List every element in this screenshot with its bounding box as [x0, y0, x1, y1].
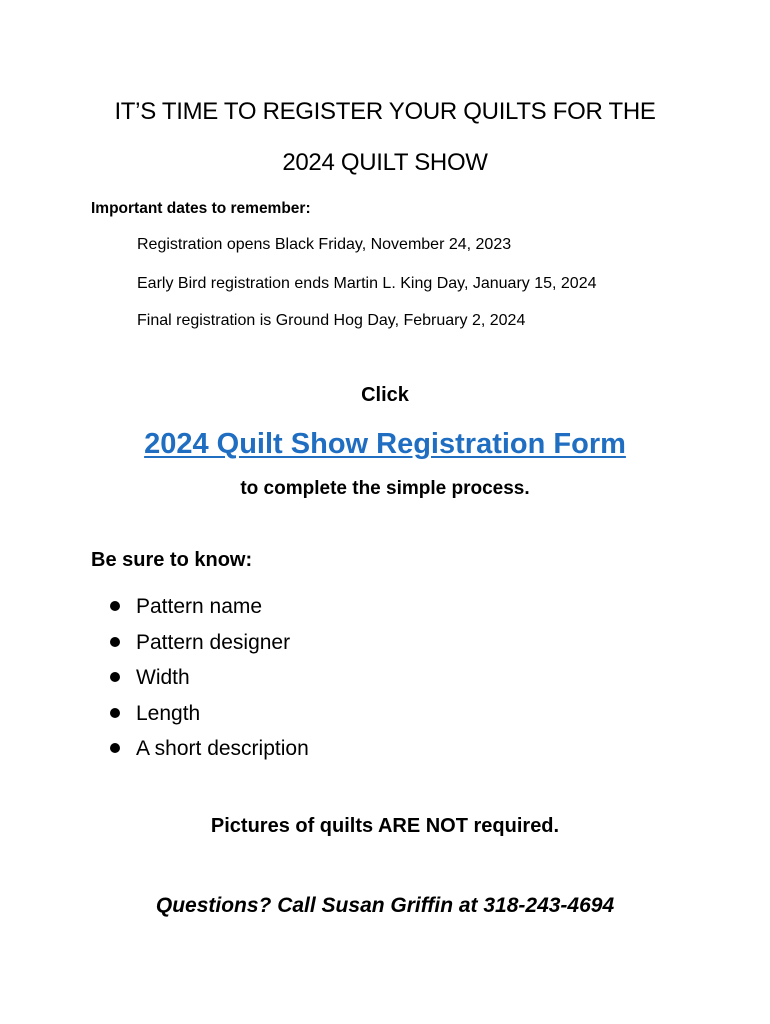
list-item-label: A short description: [136, 737, 309, 760]
date-item-early-bird: Early Bird registration ends Martin L. King Day, January 15, 2024: [137, 275, 597, 292]
page-title-line-2: 2024 QUILT SHOW: [282, 149, 488, 176]
bullet-icon: [110, 637, 120, 647]
bullet-icon: [110, 601, 120, 611]
registration-form-link-container: [0, 428, 770, 461]
page-title-line-1: IT’S TIME TO REGISTER YOUR QUILTS FOR THE: [114, 98, 656, 125]
bullet-icon: [110, 708, 120, 718]
list-item-label: Pattern designer: [136, 630, 291, 654]
be-sure-to-know-heading: Be sure to know:: [91, 549, 253, 571]
list-item: [110, 699, 309, 735]
list-item-label: Length: [136, 701, 201, 725]
pictures-not-required-note: Pictures of quilts ARE NOT required.: [210, 815, 560, 837]
list-item: [110, 628, 309, 664]
list-item-label: Width: [136, 666, 190, 689]
bullet-icon: [110, 743, 120, 753]
complete-process-text: to complete the simple process.: [240, 478, 530, 499]
list-item: [110, 663, 309, 699]
requirements-list: [110, 592, 309, 770]
registration-form-link[interactable]: 2024 Quilt Show Registration Form: [144, 428, 626, 460]
bullet-icon: [110, 672, 120, 682]
date-item-final-registration: Final registration is Ground Hog Day, February 2, 2024: [137, 312, 526, 329]
click-instruction: Click: [361, 384, 409, 406]
list-item: [110, 734, 309, 770]
list-item: [110, 592, 309, 628]
list-item-label: Pattern name: [136, 595, 263, 618]
important-dates-heading: Important dates to remember:: [91, 200, 311, 217]
date-item-registration-opens: Registration opens Black Friday, November 24, 2023: [137, 236, 512, 253]
questions-contact-note: Questions? Call Susan Griffin at 318-243-4694: [155, 894, 615, 917]
